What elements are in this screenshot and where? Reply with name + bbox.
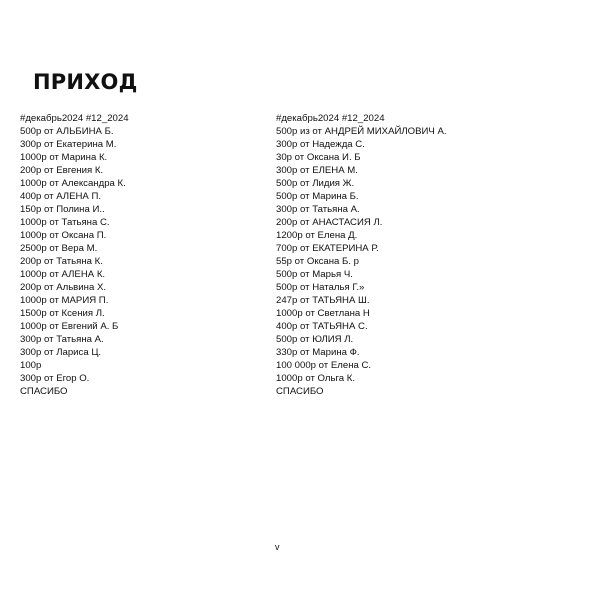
footer-mark: v	[275, 542, 280, 552]
list-item: 1000р от АЛЕНА К.	[20, 269, 106, 280]
list-item: 1000р от Оксана П.	[20, 230, 107, 241]
list-item: 1000р от МАРИЯ П.	[20, 295, 109, 306]
list-item: 1500р от Ксения Л.	[20, 308, 105, 319]
list-item: 247р от ТАТЬЯНА Ш.	[276, 295, 370, 306]
list-item: 500р от Наталья Г.»	[276, 282, 365, 293]
list-item: 500р от Марина Б.	[276, 191, 359, 202]
list-item: 300р от Лариса Ц.	[20, 347, 102, 358]
right-donation-list	[276, 112, 526, 398]
list-item: 300р от Надежда С.	[276, 139, 365, 150]
left-donation-list	[20, 112, 270, 398]
list-item: 200р от Евгения К.	[20, 165, 104, 176]
list-item: 100р	[20, 360, 42, 371]
list-item: 500р от АЛЬБИНА Б.	[20, 126, 114, 137]
list-item: 500р от ЮЛИЯ Л.	[276, 334, 354, 345]
list-item: 400р от АЛЕНА П.	[20, 191, 102, 202]
list-item: #декабрь2024 #12_2024	[276, 113, 385, 124]
list-item: 1000р от Марина К.	[20, 152, 108, 163]
list-item: 200р от АНАСТАСИЯ Л.	[276, 217, 383, 228]
list-item: 300р от Татьяна А.	[20, 334, 104, 345]
list-item: СПАСИБО	[20, 386, 68, 397]
list-item: 1000р от Светлана Н	[276, 308, 370, 319]
page-title: ПРИХОД	[33, 70, 138, 94]
list-item: 150р от Полина И..	[20, 204, 105, 215]
list-item: СПАСИБО	[276, 386, 324, 397]
list-item: 2500р от Вера М.	[20, 243, 98, 254]
list-item: 300р от Екатерина М.	[20, 139, 117, 150]
list-item: 400р от ТАТЬЯНА С.	[276, 321, 368, 332]
list-item: 1000р от Александра К.	[20, 178, 126, 189]
list-item: 300р от Егор О.	[20, 373, 90, 384]
list-item: 1200р от Елена Д.	[276, 230, 358, 241]
list-item: 1000р от Татьяна С.	[20, 217, 110, 228]
list-item: 200р от Альвина Х.	[20, 282, 107, 293]
list-item: 55р от Оксана Б. р	[276, 256, 360, 267]
list-item: 1000р от Ольга К.	[276, 373, 356, 384]
list-item: 200р от Татьяна К.	[20, 256, 103, 267]
list-item: 700р от ЕКАТЕРИНА Р.	[276, 243, 379, 254]
list-item: #декабрь2024 #12_2024	[20, 113, 129, 124]
list-item: 100 000р от Елена С.	[276, 360, 372, 371]
list-item: 500р от Лидия Ж.	[276, 178, 355, 189]
list-item: 300р от ЕЛЕНА М.	[276, 165, 358, 176]
list-item: 1000р от Евгений А. Б	[20, 321, 119, 332]
list-item: 300р от Татьяна А.	[276, 204, 360, 215]
list-item: 30р от Оксана И. Б	[276, 152, 361, 163]
list-item: 330р от Марина Ф.	[276, 347, 360, 358]
list-item: 500р из от АНДРЕЙ МИХАЙЛОВИЧ А.	[276, 126, 447, 137]
list-item: 500р от Марья Ч.	[276, 269, 353, 280]
